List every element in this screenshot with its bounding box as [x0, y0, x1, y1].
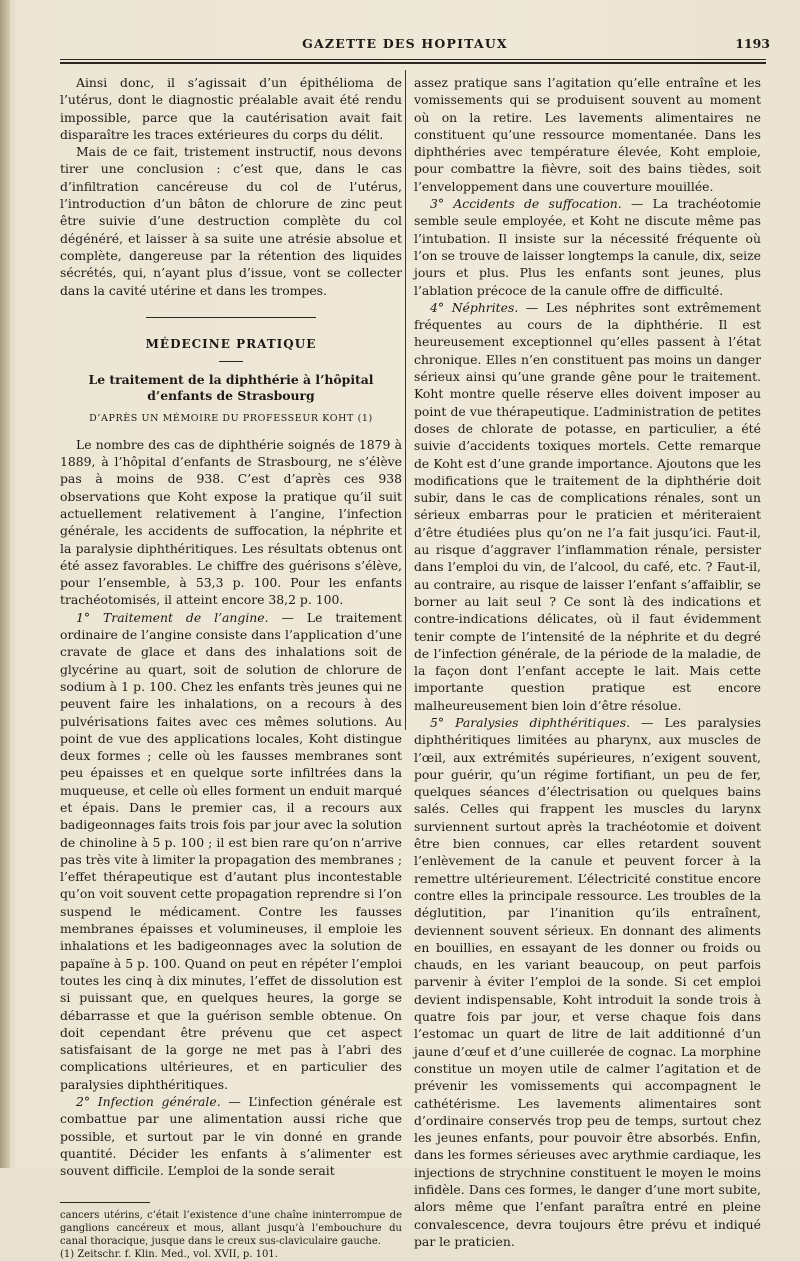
- angine-text: — Le traitement ordinaire de l’angine consiste dans l’application d’une cravate de glace et dans des inhalations soit de glycérine au quart, soit de solution de chlorure de sodium à 1 p. 100. Chez les enfants très jeunes qui ne peuvent faire les inhalations, on a recours à des pulvérisations faites avec ces mêmes solutions. Au point de vue des applications locales, Koht distingue deux formes ; celle où les fausses membranes sont peu épaisses et en quelque sorte infiltrées dans la muqueuse, et celle où elles forment un enduit marqué et épais. Dans le premier cas, il a recours aux badigeonnages faits trois fois par jour avec la solution de chinoline à 5 p. 100 ; il est bien rare qu’on n’arrive pas très vite à limiter la propagation des membranes ; l’effet thérapeutique est d’autant plus incontestable qu’on voit souvent cette propagation reprendre si l’on suspend le médicament. Contre les fausses membranes épaisses et volumineuses, il emploie les inhalations et les badigeonnages avec la solution de papaïne à 5 p. 100. Quand on peut en répéter l’emploi toutes les cinq à dix minutes, l’effet de dissolution est si puissant que, en quelques heures, la gorge se débarrasse et que la guérison semble obtenue. On doit cependant être prévenu que cet aspect satisfaisant de la gorge ne met pas à l’abri des complications ultérieures, et en particulier des paralysies diphthéritiques.: [60, 609, 402, 1092]
- header-rule-thin: [60, 59, 766, 60]
- continuation-paragraph: assez pratique sans l’agitation qu’elle entraîne et les vomissements qui se produisent souvent au moment où on la retire. Les lavements alimentaires ne constituent qu’une ressource momentanée. Dans les diphthéries avec température élevée, Koht emploie, pour combattre la fièvre, soit des bains tièdes, soit l’enveloppement dans une couverture mouillée.: [414, 75, 761, 194]
- section-ornament: [60, 309, 402, 326]
- intro-paragraph-1: Ainsi donc, il s’agissait d’un épithélioma de l’utérus, dont le diagnostic préalable avait été rendu impossible, parce que la cautérisation avait fait disparaître les traces extérieures du corps du délit.: [60, 75, 402, 142]
- paralysies-text: — Les paralysies diphthéritiques limitées au pharynx, aux muscles de l’œil, aux extrémités supérieures, n’exigent souvent, pour guérir, qu’un régime fortifiant, un peu de fer, quelques séances d’électrisation ou quelques bains salés. Celles qui frappent les muscles du larynx surviennent surtout après la trachéotomie et doivent être bien connues, car elles retardent souvent l’enlèvement de la canule et peuvent forcer à la remettre ultérieurement. L’électricité constitue encore contre elles la principale ressource. Les troubles de la déglutition, par l’inanition qu’ils entraînent, deviennent souvent sérieux. En donnant des aliments en bouillies, en essayant de les donner ou froids ou chauds, en les variant beaucoup, on peut parfois parvenir à éviter l’emploi de la sonde. Si cet emploi devient indispensable, Koht introduit la sonde trois à quatre fois par jour, et verse chaque fois dans l’estomac un quart de litre de lait additionné d’un jaune d’œuf et d’une cuillerée de cognac. La morphine constitue un moyen utile de calmer l’agitation et de prévenir les vomissements qui accompagnent le cathétérisme. Les lavements alimentaires sont d’ordinaire conservés trop peu de temps, surtout chez les jeunes enfants, pour pouvoir être absorbés. Enfin, dans les formes sérieuses avec arythmie cardiaque, les injections de strychnine constituent le moyen le moins infidèle. Dans ces formes, le danger d’une mort subite, alors même que l’enfant paraîtra entré en pleine convalescence, devra toujours être prévu et indiqué par le praticien.: [414, 714, 761, 1249]
- suffocation-text: — La trachéotomie semble seule employée, et Koht ne discute même pas l’intubation. Il insiste sur la nécessité fréquente où l’on se trouve de laisser longtemps la canule, dix, seize jours et plus. Plus les enfants sont jeunes, plus l’ablation précoce de la canule offre de difficulté.: [414, 196, 761, 298]
- nephrites-text: — Les néphrites sont extrêmement fréquentes au cours de la diphthérie. Il est heureusement exceptionnel qu’elles passent à l’état chronique. Elles n’en constituent pas moins un danger sérieux ainsi qu’une grande gêne pour le traitement. Koht montre quelle réserve elles doivent imposer au point de vue thérapeutique. L’administration de petites doses de chlorate de potasse, en particulier, a été suivie d’accidents toxiques mortels. Cette remarque de Koht est d’une grande importance. Ajoutons que les modifications que le traitement de la diphthérie doit subir, dans le cas de complications rénales, sont un sérieux embarras pour le praticien et mériteraient d’être étudiées plus qu’on ne l’a fait jusqu’ici. Faut-il, au risque d’aggraver l’inflammation rénale, persister dans l’emploi du vin, de l’alcool, du café, etc. ? Faut-il, au contraire, au risque de laisser l’enfant s’affaiblir, se borner au lait seul ? Ce sont là des indications et contre-indications délicates, où il faut évidemment tenir compte de l’intensité de la néphrite et du degré de l’infection générale, de la période de la maladie, de la façon dont l’enfant accepte le lait. Mais cette importante question pratique est encore malheureusement bien loin d’être résolue.: [414, 299, 761, 713]
- left-column: [60, 74, 402, 1261]
- page-number: 1193: [735, 36, 770, 51]
- nephrites-heading: 4° Néphrites.: [430, 299, 519, 315]
- footnotes: [60, 1209, 402, 1261]
- angine-heading: 1° Traitement de l’angine.: [76, 609, 269, 625]
- footnote-1: (1) Zeitschr. f. Klin. Med., vol. XVII, p. 101.: [60, 1248, 278, 1260]
- article-paragraph-angine: [60, 609, 402, 1093]
- right-column: [414, 74, 761, 1250]
- article-paragraph-1: Le nombre des cas de diphthérie soignés de 1879 à 1889, à l’hôpital d’enfants de Strasbourg, ne s’élève pas à moins de 938. C’est d’après ces 938 observations que Koht expose la pratique qu’il suit actuellement relativement à l’angine, l’infection générale, les accidents de suffocation, la néphrite et la paralysie diphthéritiques. Les résultats obtenus ont été assez favorables. Le chiffre des guérisons s’élève, pour l’ensemble, à 53,3 p. 100. Pour les enfants trachéotomisés, il atteint encore 38,2 p. 100.: [60, 436, 402, 608]
- intro-paragraph-2: Mais de ce fait, tristement instructif, nous devons tirer une conclusion : c’est que, dans le cas d’infiltration cancéreuse du col de l’utérus, l’introduction d’un bâton de chlorure de zinc peut être suivie d’une destruction complète du col dégénéré, et laisser à sa suite une atrésie absolue et complète, dangereuse par la rétention des liquides sécrétés, qui, n’ayant plus d’issue, vont se collecter dans la cavité utérine et dans les trompes.: [60, 144, 402, 298]
- article-paragraph-nephrites: [414, 299, 761, 714]
- article-paragraph-suffocation: [414, 195, 761, 299]
- paralysies-heading: 5° Paralysies diphthéritiques.: [430, 714, 631, 730]
- footnote-rule: [60, 1202, 150, 1203]
- section-title: MÉDECINE PRATIQUE: [145, 337, 317, 352]
- article-title: Le traitement de la diphthérie à l’hôpital d’enfants de Strasbourg: [88, 372, 374, 404]
- article-byline: D’APRÈS UN MÉMOIRE DU PROFESSEUR KOHT (1): [89, 413, 373, 425]
- running-title: GAZETTE DES HOPITAUX: [302, 36, 508, 51]
- page-binding-edge: [0, 0, 10, 1168]
- article-paragraph-paralysies: [414, 714, 761, 1250]
- footnote-continuation: cancers utérins, c’était l’existence d’une chaîne ininterrompue de ganglions cancéreux et mous, allant jusqu’à l’embouchure du canal thoracique, jusque dans le creux sus-claviculaire gauche.: [60, 1209, 402, 1247]
- suffocation-heading: 3° Accidents de suffocation.: [430, 196, 622, 212]
- section-short-rule: [219, 361, 243, 362]
- infection-text: — L’infection générale est combattue par une alimentation aussi riche que possible, et surtout par le vin donné en grande quantité. Décider les enfants à s’alimenter est souvent difficile. L’emploi de la sonde serait: [60, 1094, 402, 1179]
- page-header: [40, 36, 770, 58]
- column-separator: [405, 70, 406, 730]
- infection-heading: 2° Infection générale.: [76, 1094, 221, 1110]
- article-paragraph-infection: [60, 1093, 402, 1179]
- header-rule-thick: [60, 62, 766, 64]
